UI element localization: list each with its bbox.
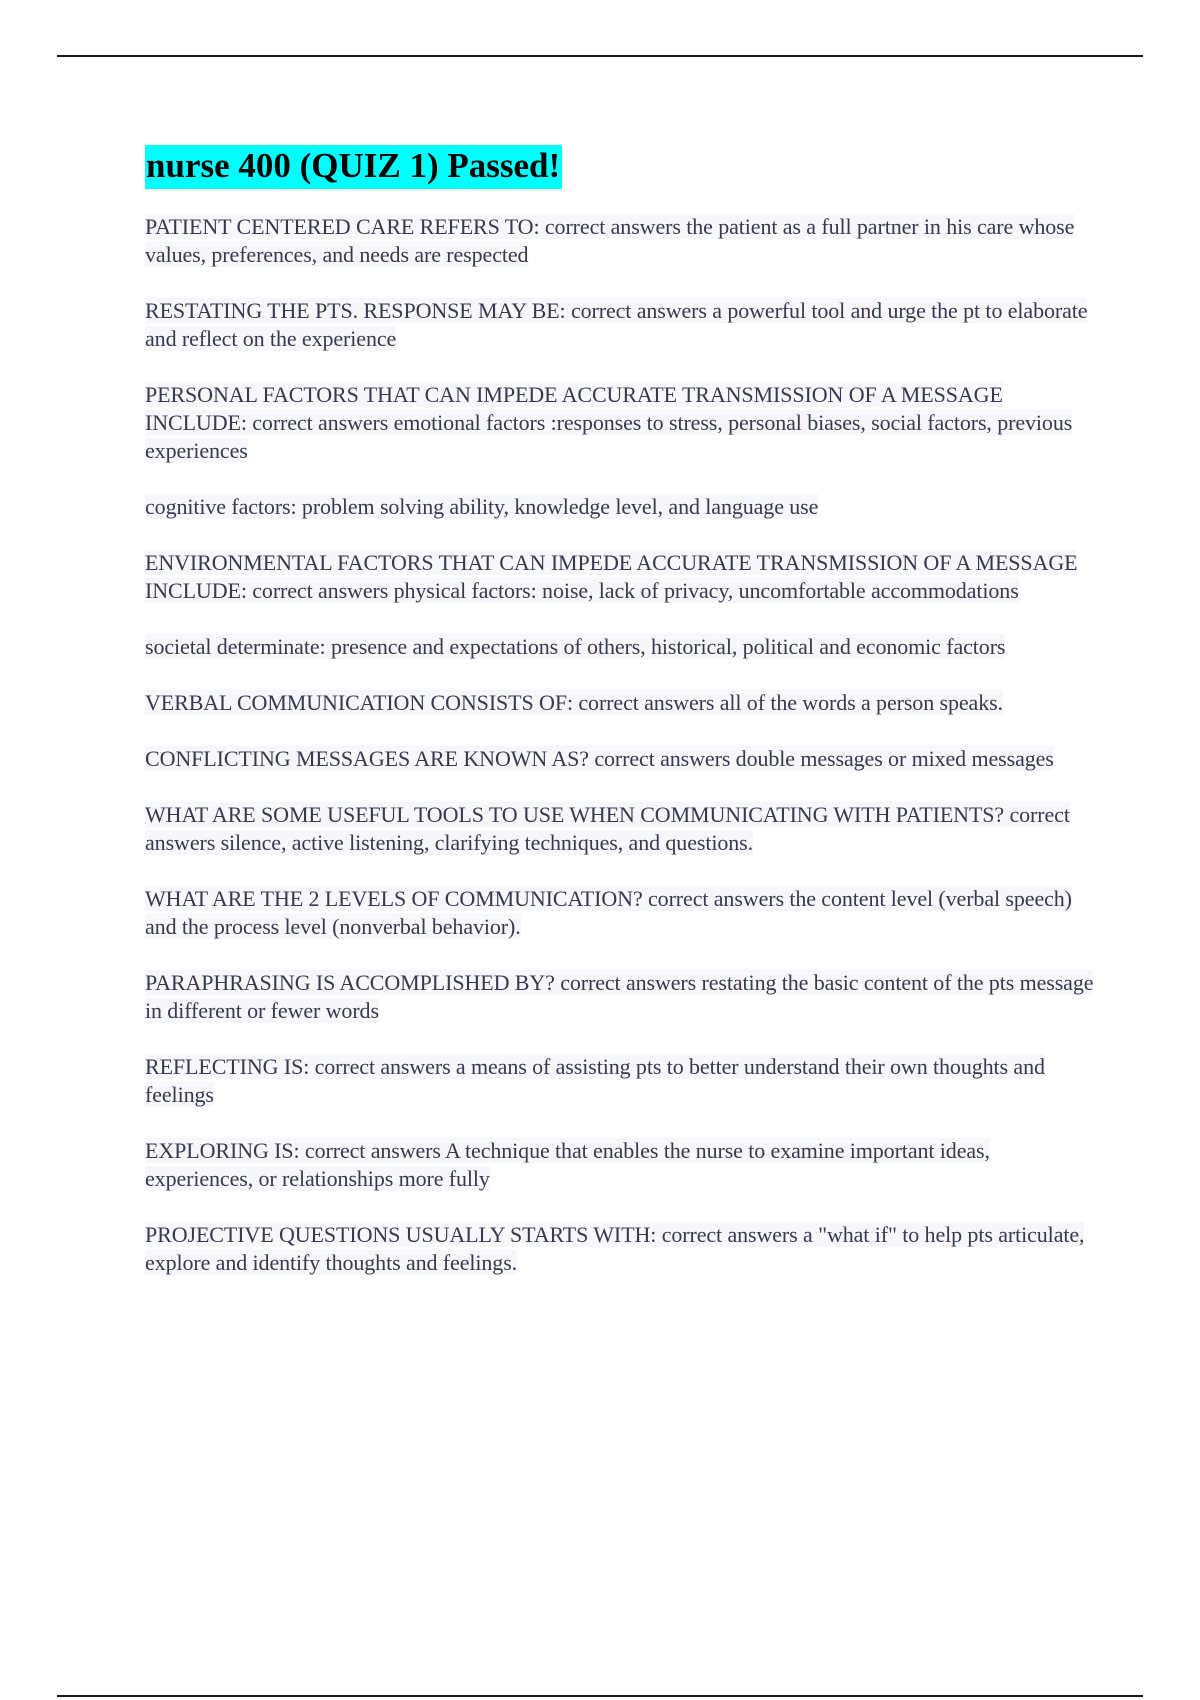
qa-item bbox=[145, 493, 1095, 521]
qa-item bbox=[145, 969, 1095, 1025]
qa-item bbox=[145, 1053, 1095, 1109]
qa-text: CONFLICTING MESSAGES ARE KNOWN AS? correct answers double messages or mixed messages bbox=[145, 746, 1054, 771]
qa-text: WHAT ARE SOME USEFUL TOOLS TO USE WHEN COMMUNICATING WITH PATIENTS? correct answers silence, active listening, clarifying techniques, and questions. bbox=[145, 802, 1070, 855]
qa-list bbox=[145, 213, 1095, 1277]
qa-text: societal determinate: presence and expectations of others, historical, political and economic factors bbox=[145, 634, 1006, 659]
qa-text: RESTATING THE PTS. RESPONSE MAY BE: correct answers a powerful tool and urge the pt to elaborate and reflect on the experience bbox=[145, 298, 1088, 351]
qa-text: VERBAL COMMUNICATION CONSISTS OF: correct answers all of the words a person speaks. bbox=[145, 690, 1003, 715]
footer-rule bbox=[57, 1695, 1143, 1697]
header-rule bbox=[57, 55, 1143, 57]
qa-item bbox=[145, 689, 1095, 717]
qa-item bbox=[145, 1137, 1095, 1193]
qa-text: REFLECTING IS: correct answers a means of assisting pts to better understand their own thoughts and feelings bbox=[145, 1054, 1045, 1107]
qa-item bbox=[145, 381, 1095, 465]
qa-text: ENVIRONMENTAL FACTORS THAT CAN IMPEDE ACCURATE TRANSMISSION OF A MESSAGE INCLUDE: correct answers physical factors: noise, lack of privacy, uncomfortable accommodations bbox=[145, 550, 1078, 603]
qa-text: cognitive factors: problem solving ability, knowledge level, and language use bbox=[145, 494, 819, 519]
qa-text: PROJECTIVE QUESTIONS USUALLY STARTS WITH: correct answers a "what if" to help pts articulate, explore and identify thoughts and feelings. bbox=[145, 1222, 1085, 1275]
qa-item bbox=[145, 1221, 1095, 1277]
qa-item bbox=[145, 745, 1095, 773]
qa-text: PERSONAL FACTORS THAT CAN IMPEDE ACCURATE TRANSMISSION OF A MESSAGE INCLUDE: correct answers emotional factors :responses to stress, personal biases, social factors, previous experiences bbox=[145, 382, 1073, 463]
qa-item bbox=[145, 297, 1095, 353]
qa-text: PATIENT CENTERED CARE REFERS TO: correct answers the patient as a full partner in his care whose values, preferences, and needs are respected bbox=[145, 214, 1075, 267]
qa-item bbox=[145, 801, 1095, 857]
qa-item bbox=[145, 885, 1095, 941]
qa-text: WHAT ARE THE 2 LEVELS OF COMMUNICATION? correct answers the content level (verbal speech) and the process level (nonverbal behavior). bbox=[145, 886, 1072, 939]
qa-text: EXPLORING IS: correct answers A technique that enables the nurse to examine important ideas, experiences, or relationships more fully bbox=[145, 1138, 990, 1191]
document-body bbox=[145, 145, 1095, 1305]
qa-item bbox=[145, 633, 1095, 661]
qa-item bbox=[145, 549, 1095, 605]
qa-item bbox=[145, 213, 1095, 269]
page-title: nurse 400 (QUIZ 1) Passed! bbox=[145, 145, 562, 189]
qa-text: PARAPHRASING IS ACCOMPLISHED BY? correct answers restating the basic content of the pts message in different or fewer words bbox=[145, 970, 1094, 1023]
